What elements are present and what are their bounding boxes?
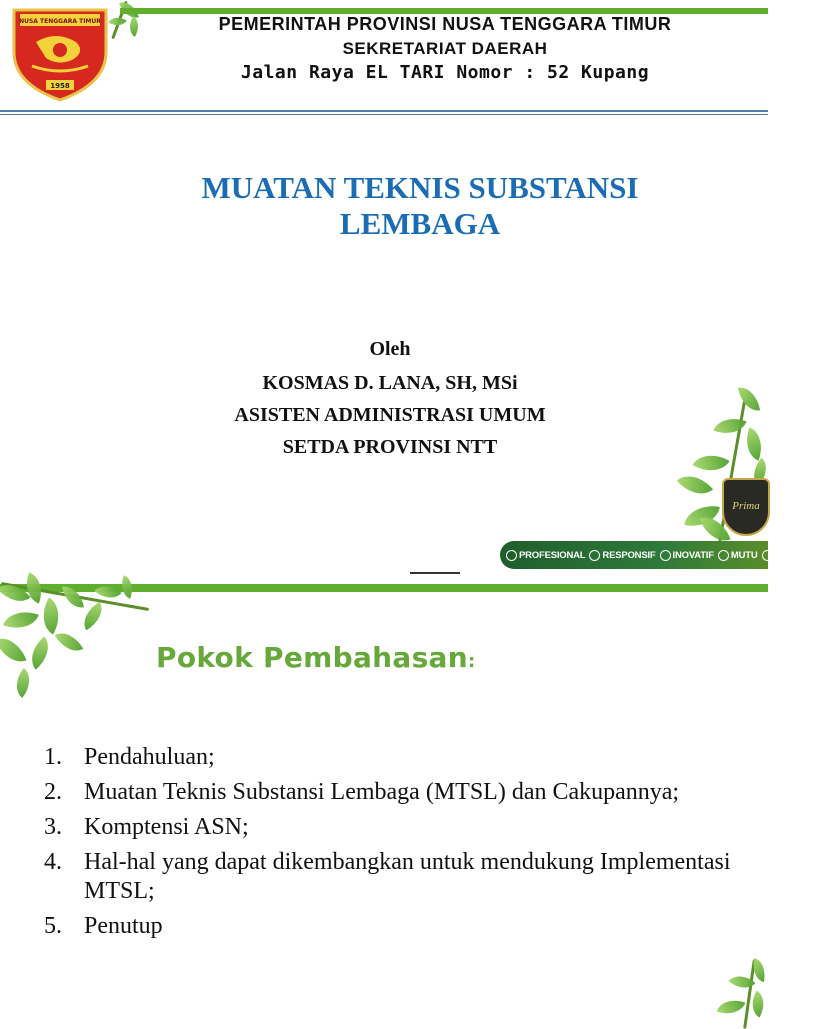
- title-line-2: LEMBAGA: [120, 206, 720, 242]
- byline-oleh: Oleh: [120, 338, 660, 361]
- prima-badge-text: Prima: [732, 500, 760, 512]
- leaf-decoration: [693, 446, 730, 480]
- motto-icon: [718, 550, 729, 561]
- leaf-decoration: [3, 605, 39, 636]
- list-item: [44, 743, 744, 772]
- agenda-title-text: Pokok Pembahasan: [156, 641, 468, 674]
- leaf-decoration: [677, 466, 713, 503]
- header-address: Jalan Raya EL TARI Nomor : 52 Kupang: [150, 62, 740, 83]
- byline-name: KOSMAS D. LANA, SH, MSi: [120, 372, 660, 395]
- list-item-number: 1.: [44, 743, 84, 772]
- agenda-title-suffix: :: [468, 651, 476, 672]
- list-item-number: 3.: [44, 813, 84, 842]
- ntt-logo-icon: [6, 2, 114, 102]
- motto-label: AKUNTABEL: [775, 550, 831, 561]
- header-government: PEMERINTAH PROVINSI NUSA TENGGARA TIMUR: [150, 14, 740, 35]
- header-secretariat: SEKRETARIAT DAERAH: [150, 39, 740, 59]
- motto-label: PROFESIONAL: [519, 550, 585, 561]
- title-line-1: MUATAN TEKNIS SUBSTANSI: [120, 170, 720, 206]
- list-item-text: Pendahuluan;: [84, 743, 744, 772]
- list-item-text: Hal-hal yang dapat dikembangkan untuk mendukung Implementasi MTSL;: [84, 848, 744, 906]
- list-item-text: Penutup: [84, 912, 744, 941]
- motto-item: [762, 550, 831, 561]
- motto-label: INOVATIF: [673, 550, 714, 561]
- leaf-decoration: [717, 994, 746, 1019]
- list-item: [44, 848, 744, 906]
- motto-bar: [500, 541, 768, 569]
- leaf-decoration: [0, 632, 26, 668]
- list-item-number: 5.: [44, 912, 84, 941]
- leaf-decoration: [740, 427, 768, 460]
- motto-icon: [762, 550, 773, 561]
- motto-label: MUTU: [731, 550, 758, 561]
- motto-item: [660, 550, 714, 561]
- leaf-decoration: [55, 626, 84, 658]
- motto-item: [506, 550, 585, 561]
- motto-icon: [506, 550, 517, 561]
- leaf-decoration: [23, 636, 57, 669]
- byline-office: SETDA PROVINSI NTT: [120, 436, 660, 459]
- motto-label: RESPONSIF: [602, 550, 655, 561]
- list-item-number: 2.: [44, 778, 84, 807]
- list-item-text: Muatan Teknis Substansi Lembaga (MTSL) dan Cakupannya;: [84, 778, 744, 807]
- agenda-list: [44, 743, 744, 947]
- list-item-text: Komptensi ASN;: [84, 813, 744, 842]
- leaf-decoration: [8, 668, 37, 698]
- motto-icon: [660, 550, 671, 561]
- list-item: [44, 813, 744, 842]
- list-item-number: 4.: [44, 848, 84, 906]
- header-rule: [0, 114, 768, 115]
- motto-item: [718, 550, 758, 561]
- list-item: [44, 912, 744, 941]
- slide-title-text: [120, 170, 720, 242]
- motto-icon: [589, 550, 600, 561]
- logo-year: 1958: [50, 82, 70, 90]
- slide-divider: [410, 572, 460, 574]
- list-item: [44, 778, 744, 807]
- agenda-title: [156, 641, 475, 674]
- slide-agenda: [0, 575, 768, 1024]
- header-rule: [0, 110, 768, 112]
- prima-badge: [722, 478, 770, 536]
- motto-item: [589, 550, 655, 561]
- byline-position: ASISTEN ADMINISTRASI UMUM: [120, 404, 660, 427]
- leaf-decoration: [125, 16, 144, 37]
- logo-text: NUSA TENGGARA TIMUR: [19, 18, 101, 25]
